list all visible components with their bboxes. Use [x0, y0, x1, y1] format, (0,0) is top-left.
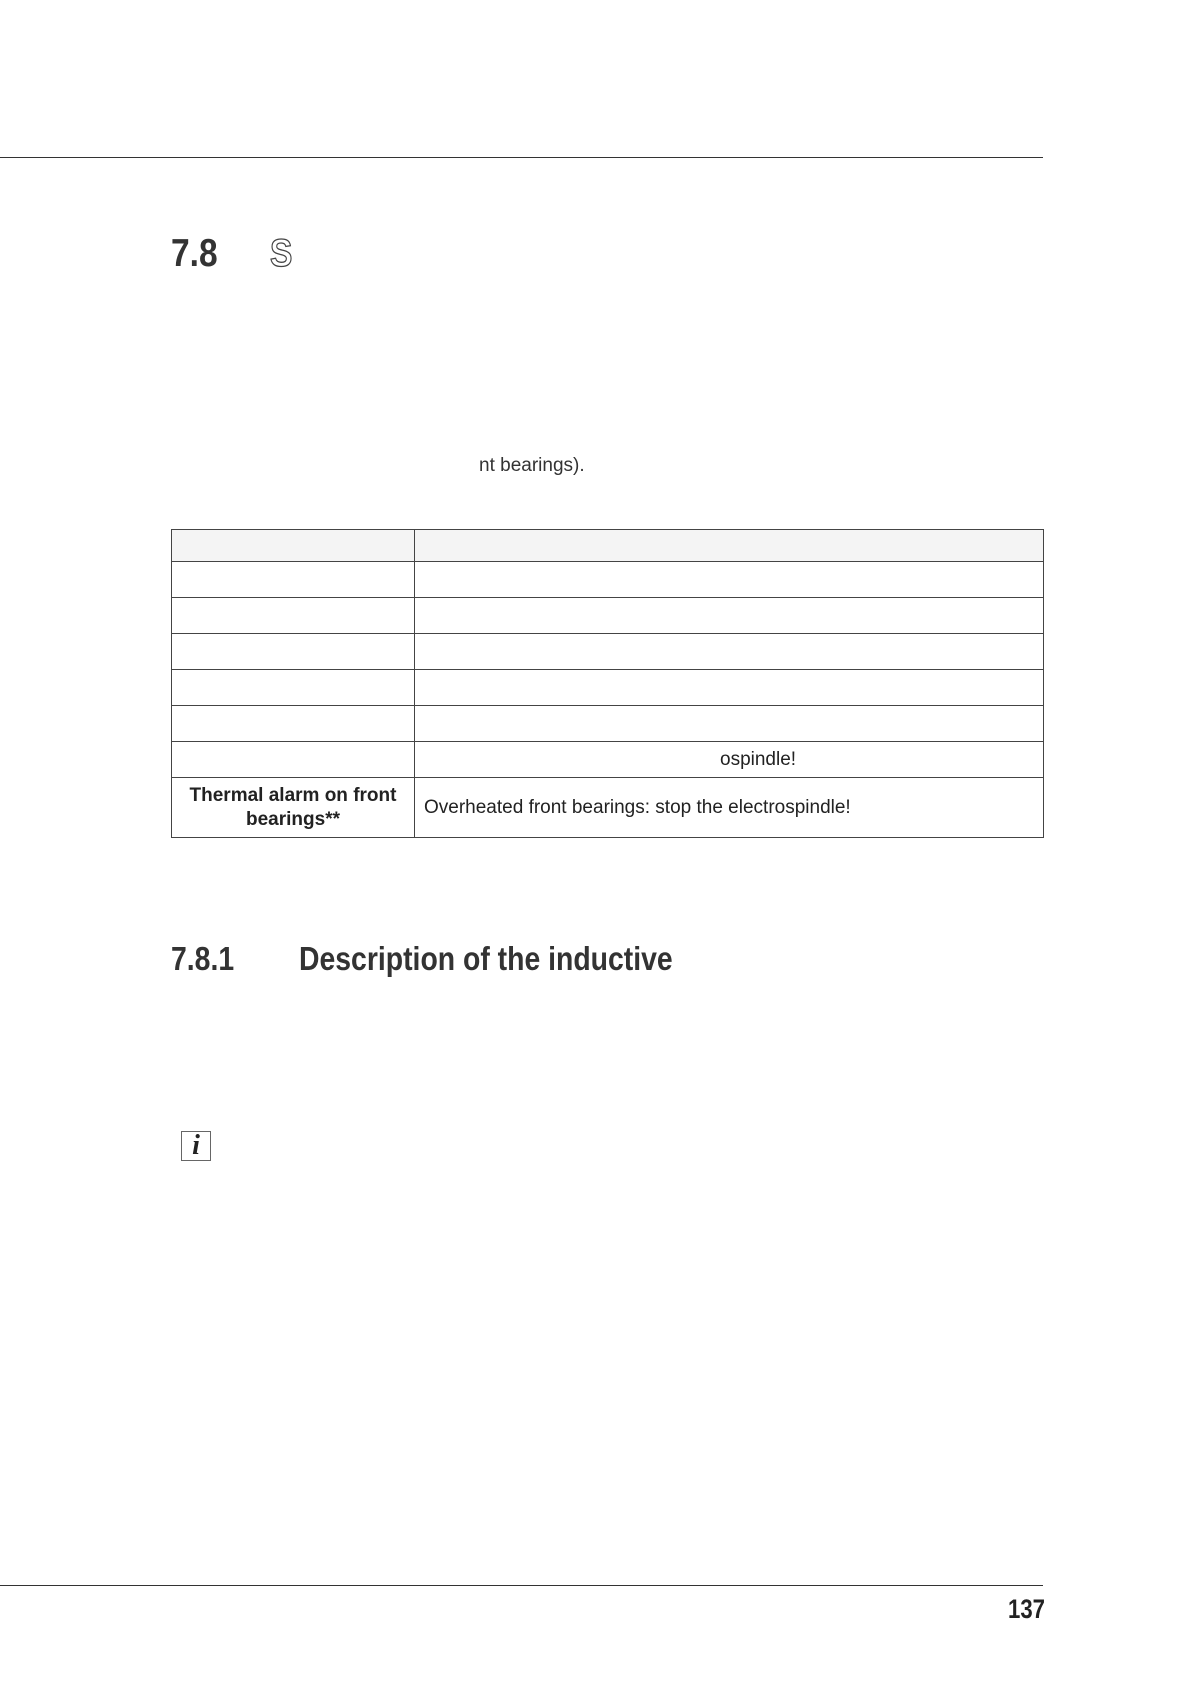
table-row: [172, 742, 1044, 778]
subsection-title: Description of the inductive: [299, 940, 673, 977]
table-row: [172, 670, 1044, 706]
table-cell-description: [415, 562, 1044, 598]
section-number: 7.8: [171, 232, 218, 275]
table-row: [172, 598, 1044, 634]
subsection-number: 7.8.1: [171, 940, 235, 977]
table-row: [172, 778, 1044, 838]
table-cell-description: ospindle!: [415, 742, 1044, 778]
table-cell-signal: [172, 598, 415, 634]
info-icon: i: [181, 1131, 211, 1161]
table-header-row: [172, 530, 1044, 562]
table-cell-signal: [172, 706, 415, 742]
table-cell-description: Overheated front bearings: stop the electrospindle!: [415, 778, 1044, 838]
table-cell-signal: [172, 562, 415, 598]
table-cell-signal: [172, 742, 415, 778]
section-title: S: [270, 232, 293, 275]
alarm-table: [171, 529, 1044, 838]
table-row: [172, 634, 1044, 670]
page-number: 137: [1008, 1594, 1045, 1624]
table-cell-description: [415, 634, 1044, 670]
table-row: [172, 706, 1044, 742]
table-cell-signal: [172, 634, 415, 670]
paragraph-fragment: nt bearings).: [479, 455, 585, 476]
table-cell-description: [415, 670, 1044, 706]
footer-rule: [0, 1585, 1043, 1586]
table-header-cell: [172, 530, 415, 562]
table-cell-description: [415, 598, 1044, 634]
header-rule: [0, 157, 1043, 158]
table-row: [172, 562, 1044, 598]
table-header-cell: [415, 530, 1044, 562]
table-cell-description: [415, 706, 1044, 742]
table-cell-signal: [172, 670, 415, 706]
table-cell-signal: Thermal alarm on front bearings**: [172, 778, 415, 838]
